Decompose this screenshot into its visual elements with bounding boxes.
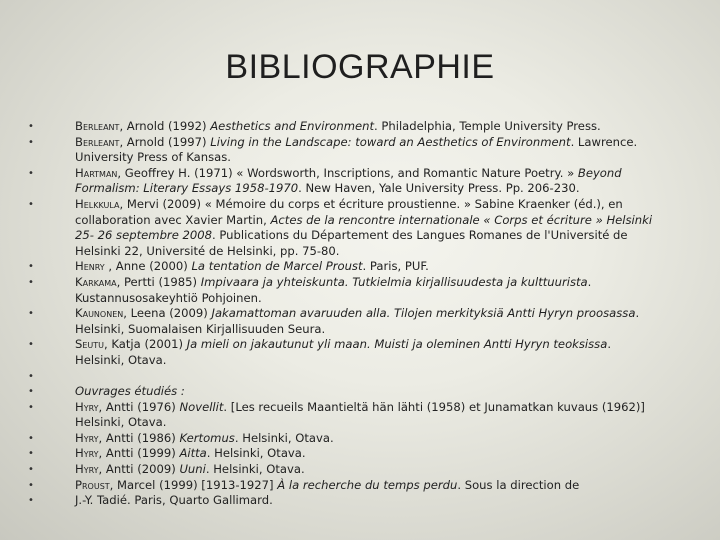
author-name: Karkama	[75, 274, 117, 289]
entry-title: Beyond Formalism: Literary Essays 1958-1970	[75, 165, 622, 196]
entry-publication: . Helsinki, Otava.	[206, 446, 306, 461]
entry-text: J.-Y. Tadié. Paris, Quarto Gallimard.	[75, 493, 273, 508]
entry-publication: . [Les recueils Maantieltä hän lähti (1958) et Junamatkan kuvaus (1962)] Helsinki, Otava.	[75, 399, 645, 430]
author-name: Henry	[75, 259, 105, 274]
author-name: Helkkula	[75, 196, 120, 211]
bibliography-entry	[28, 197, 708, 259]
entry-text: , Antti (1999)	[98, 446, 180, 461]
bibliography-entry	[28, 446, 708, 462]
entry-title: Novellit	[179, 399, 224, 414]
entry-title: Ja mieli on jakautunut yli maan. Muisti ja oleminen Antti Hyryn teoksissa	[186, 337, 608, 352]
bibliography-entry	[28, 119, 708, 135]
entry-text: , Antti (1976)	[98, 399, 180, 414]
author-name: Hartman	[75, 165, 118, 180]
entry-title: Ouvrages étudiés :	[75, 384, 185, 399]
author-name: Hyry	[75, 446, 99, 461]
entry-text: , Geoffrey H. (1971) « Wordsworth, Inscriptions, and Romantic Nature Poetry. »	[117, 165, 578, 180]
entry-title: À la recherche du temps perdu	[277, 477, 458, 492]
bibliography-entry	[28, 400, 708, 431]
bibliography-entry	[28, 337, 708, 368]
entry-publication: . Helsinki, Suomalaisen Kirjallisuuden Seura.	[75, 306, 640, 336]
entry-publication: . Sous la direction de	[457, 477, 580, 492]
bibliography-list	[28, 119, 708, 509]
entry-publication: . Lawrence. University Press of Kansas.	[75, 134, 638, 165]
entry-text: , Katja (2001)	[104, 337, 187, 352]
entry-title: Actes de la rencontre internationale « Corps et écriture » Helsinki 25- 26 septembre 2008	[75, 212, 653, 243]
author-name: Hyry	[75, 399, 99, 414]
author-name: Berleant	[75, 134, 120, 149]
author-name: Berleant	[75, 119, 120, 133]
entry-title: Uuni	[179, 462, 206, 477]
author-name: Proust	[75, 477, 110, 492]
entry-text: , Anne (2000)	[104, 259, 192, 274]
entry-text: , Arnold (1997)	[119, 134, 211, 149]
entry-publication: . Helsinki, Otava.	[205, 462, 305, 477]
bibliography-entry	[28, 275, 708, 306]
author-name: Hyry	[75, 430, 99, 445]
bibliography-entry	[28, 478, 708, 494]
entry-title: La tentation de Marcel Proust	[191, 259, 363, 274]
entry-publication: . New Haven, Yale University Press. Pp. 206-230.	[298, 181, 580, 196]
entry-publication: . Paris, PUF.	[362, 259, 429, 274]
author-name: Hyry	[75, 462, 99, 477]
entry-title: Living in the Landscape: toward an Aesthetics of Environment	[210, 134, 571, 149]
entry-publication: . Publications du Département des Langues Romanes de l'Université de Helsinki 22, Université de Helsinki, pp. 75-80.	[75, 228, 628, 258]
entry-text: , Arnold (1992)	[119, 119, 211, 133]
entry-text: , Leena (2009)	[123, 306, 212, 321]
bibliography-entry	[28, 431, 708, 447]
entry-title: Impivaara ja yhteiskunta. Tutkielmia kirjallisuudesta ja kulttuurista	[200, 274, 588, 289]
entry-publication: . Philadelphia, Temple University Press.	[374, 119, 601, 133]
bibliography-entry	[28, 306, 708, 337]
entry-text: , Marcel (1999) [1913-1927]	[109, 477, 278, 492]
page-title: BIBLIOGRAPHIE	[225, 48, 495, 86]
bibliography-entry	[28, 259, 708, 275]
bibliography-entry	[28, 493, 708, 509]
entry-text: , Antti (2009)	[98, 462, 180, 477]
bibliography-entry	[28, 384, 708, 400]
bibliography-entry	[28, 462, 708, 478]
entry-title: Kertomus	[179, 430, 235, 445]
bibliography-entry	[28, 166, 708, 197]
entry-title: Aesthetics and Environment	[210, 119, 375, 133]
author-name: Kaunonen	[75, 306, 124, 321]
entry-title: Aitta	[179, 446, 207, 461]
bibliography-entry	[28, 369, 708, 385]
entry-publication: . Helsinki, Otava.	[75, 337, 612, 367]
entry-publication: . Kustannusosakeyhtiö Pohjoinen.	[75, 274, 592, 305]
entry-publication: . Helsinki, Otava.	[234, 430, 334, 445]
entry-text: , Pertti (1985)	[116, 274, 201, 289]
entry-text: , Mervi (2009) « Mémoire du corps et écriture proustienne. » Sabine Kraenker (éd.), en collaboration avec Xavier Martin,	[75, 196, 623, 227]
entry-title: Jakamattoman avaruuden alla. Tilojen merkityksiä Antti Hyryn proosassa	[211, 306, 636, 321]
entry-text: , Antti (1986)	[98, 430, 180, 445]
bibliography-entry	[28, 135, 708, 166]
author-name: Seutu	[75, 337, 105, 352]
